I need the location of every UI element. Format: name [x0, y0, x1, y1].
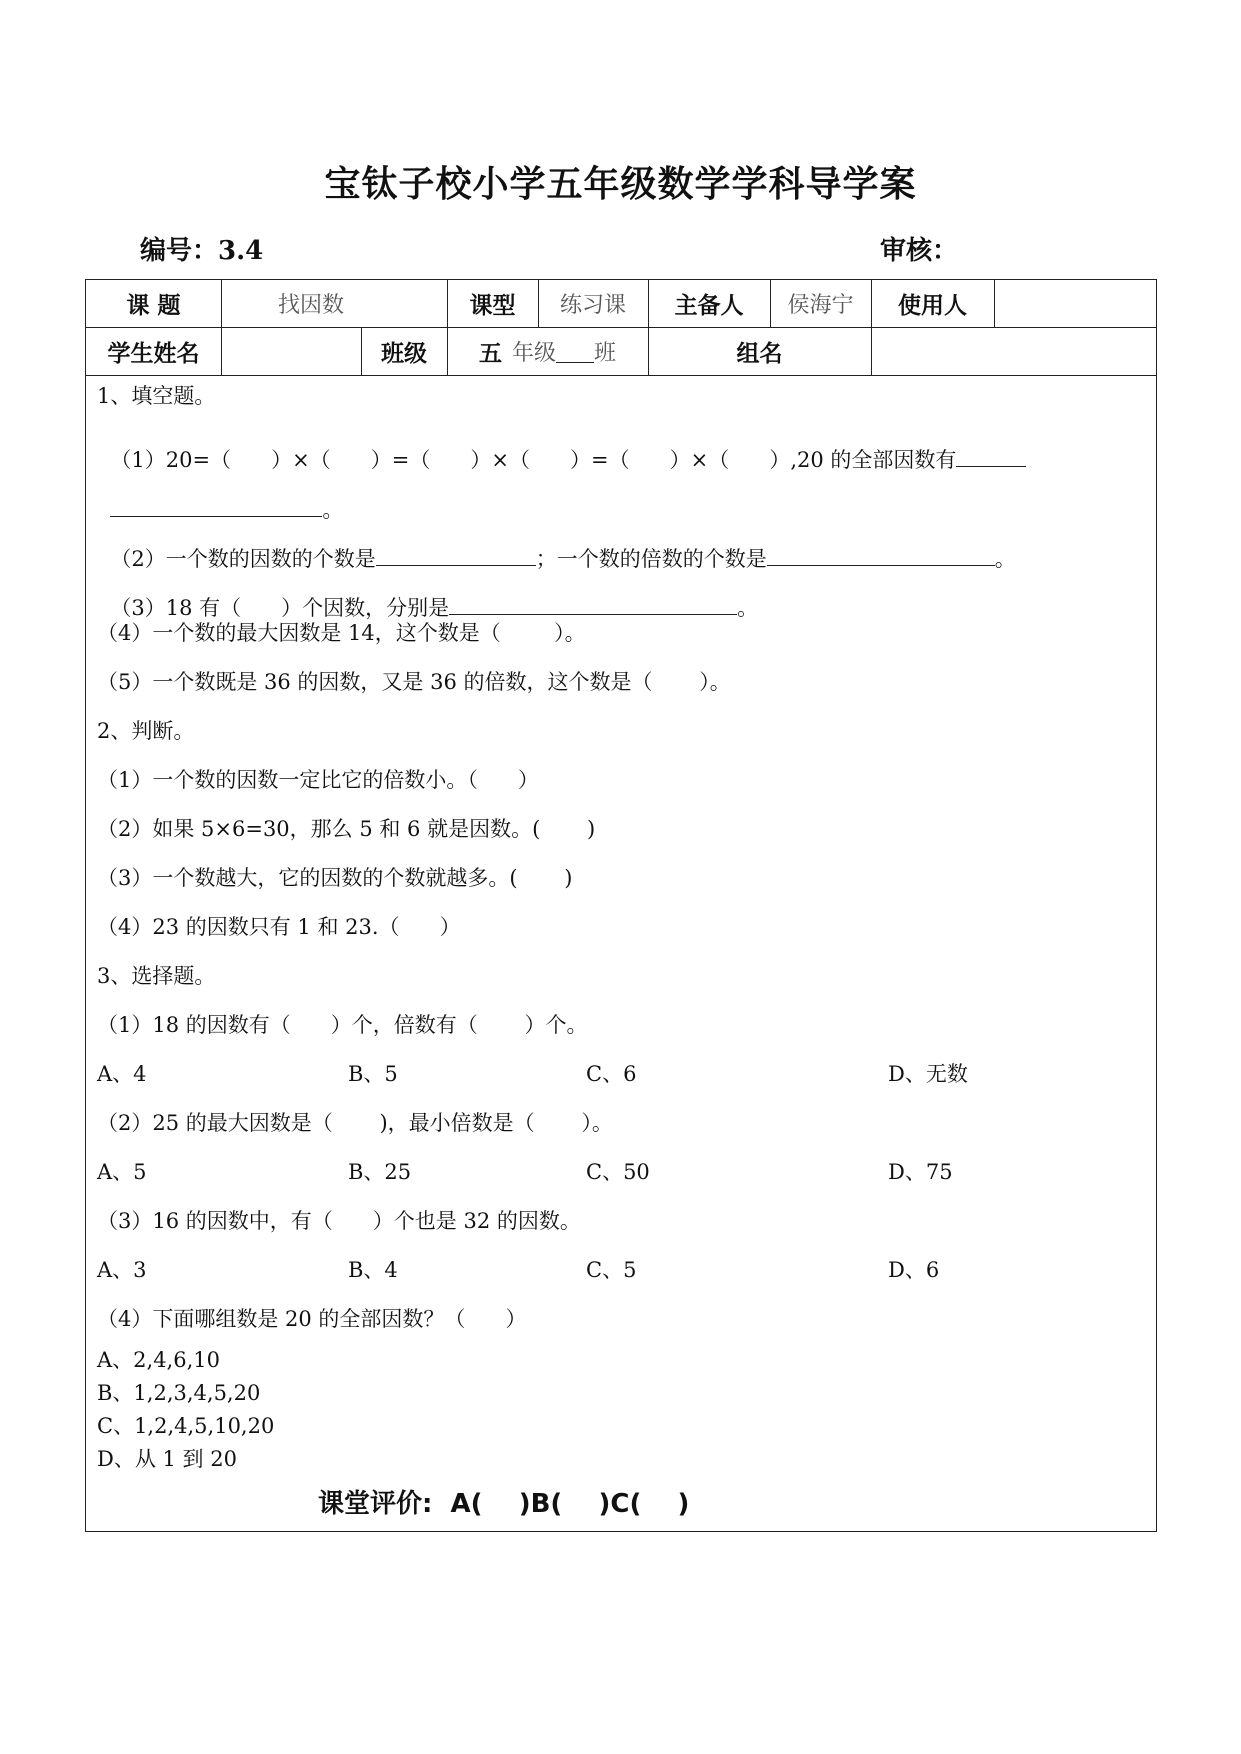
- choice-2-option-a[interactable]: A、5: [97, 1160, 147, 1184]
- class-grade: 五: [478, 340, 502, 367]
- document-number: 编号：3.4: [140, 236, 264, 266]
- choice-1-option-a[interactable]: A、4: [97, 1062, 147, 1086]
- choice-question-4: （4）下面哪组数是 20 的全部因数？（ ）: [97, 1307, 527, 1331]
- question-1-2-text-b: ；一个数的倍数的个数是: [535, 547, 767, 572]
- choice-1-option-d[interactable]: D、无数: [888, 1062, 968, 1086]
- class-value: [447, 327, 648, 375]
- review-label: 审核：: [880, 236, 959, 266]
- user-label: 使用人: [898, 293, 967, 319]
- type-value: 练习课: [559, 293, 626, 318]
- answer-blank[interactable]: [449, 592, 737, 615]
- choice-2-option-b[interactable]: B、25: [348, 1160, 412, 1184]
- choice-4-option-a[interactable]: A、2,4,6,10: [97, 1348, 220, 1372]
- group-label: 组名: [736, 340, 783, 367]
- student-name-label: 学生姓名: [107, 340, 200, 367]
- page-title: 宝钛子校小学五年级数学学科导学案: [324, 164, 917, 205]
- judge-item-3: （3）一个数越大，它的因数的个数就越多。( ): [97, 866, 573, 890]
- topic-label: 课 题: [126, 293, 181, 319]
- choice-question-3: （3）16 的因数中，有（ ）个也是 32 的因数。: [97, 1209, 581, 1233]
- preparer-label: 主备人: [674, 293, 744, 319]
- preparer-value: 侯海宁: [787, 293, 854, 318]
- question-1-3-text: （3）18 有（ ）个因数，分别是: [110, 596, 450, 621]
- question-1-5: （5）一个数既是 36 的因数，又是 36 的倍数，这个数是（ ）。: [97, 670, 731, 694]
- question-1-3-end: 。: [737, 596, 759, 621]
- class-evaluation: 课堂评价: A( )B( )C( ): [318, 1489, 690, 1519]
- class-label: 班级: [381, 340, 427, 367]
- question-1-4: （4）一个数的最大因数是 14，这个数是（ ）。: [97, 621, 586, 645]
- answer-blank[interactable]: [110, 494, 322, 517]
- judge-item-4: （4）23 的因数只有 1 和 23.（ ）: [97, 915, 461, 939]
- choice-3-option-b[interactable]: B、4: [348, 1258, 398, 1282]
- choice-2-option-d[interactable]: D、75: [888, 1160, 953, 1184]
- section1-heading: 1、填空题。: [97, 384, 216, 408]
- choice-question-1: （1）18 的因数有（ ）个，倍数有（ ）个。: [97, 1013, 588, 1037]
- choice-3-option-d[interactable]: D、6: [888, 1258, 940, 1282]
- choice-2-option-c[interactable]: C、50: [586, 1160, 650, 1184]
- question-1-3: [97, 568, 758, 622]
- choice-3-option-a[interactable]: A、3: [97, 1258, 147, 1282]
- class-suffix: 班: [594, 340, 617, 366]
- type-label: 课型: [469, 293, 516, 319]
- choice-question-2: （2）25 的最大因数是（ )，最小倍数是（ ）。: [97, 1111, 613, 1135]
- question-1-2-text-a: （2）一个数的因数的个数是: [110, 547, 376, 572]
- choice-4-option-d[interactable]: D、从 1 到 20: [97, 1447, 237, 1471]
- answer-blank[interactable]: [376, 543, 536, 566]
- class-blank[interactable]: [556, 339, 594, 363]
- question-1-1-cont: [97, 470, 343, 524]
- class-grade-suffix: 年级: [511, 340, 556, 366]
- choice-3-option-c[interactable]: C、5: [586, 1258, 637, 1282]
- question-1-1-end: 。: [322, 498, 344, 523]
- answer-blank[interactable]: [956, 444, 1026, 467]
- choice-4-option-c[interactable]: C、1,2,4,5,10,20: [97, 1414, 275, 1438]
- section2-heading: 2、判断。: [97, 719, 195, 743]
- topic-value: 找因数: [277, 293, 344, 318]
- judge-item-2: （2）如果 5×6=30，那么 5 和 6 就是因数。( ): [97, 817, 596, 841]
- section3-heading: 3、选择题。: [97, 964, 216, 988]
- row-divider: [86, 375, 1156, 376]
- question-1-1-text: （1）20=（ ）×（ ）=（ ）×（ ）=（ ）×（ ）,20 的全部因数有: [110, 448, 957, 473]
- question-1-1: [97, 420, 1026, 474]
- choice-1-option-c[interactable]: C、6: [586, 1062, 637, 1086]
- question-1-2-end: 。: [994, 547, 1016, 572]
- answer-blank[interactable]: [767, 543, 995, 566]
- choice-1-option-b[interactable]: B、5: [348, 1062, 398, 1086]
- col-divider: [994, 280, 995, 327]
- judge-item-1: （1）一个数的因数一定比它的倍数小。（ ）: [97, 768, 539, 792]
- choice-4-option-b[interactable]: B、1,2,3,4,5,20: [97, 1381, 261, 1405]
- question-1-2: [97, 519, 1016, 573]
